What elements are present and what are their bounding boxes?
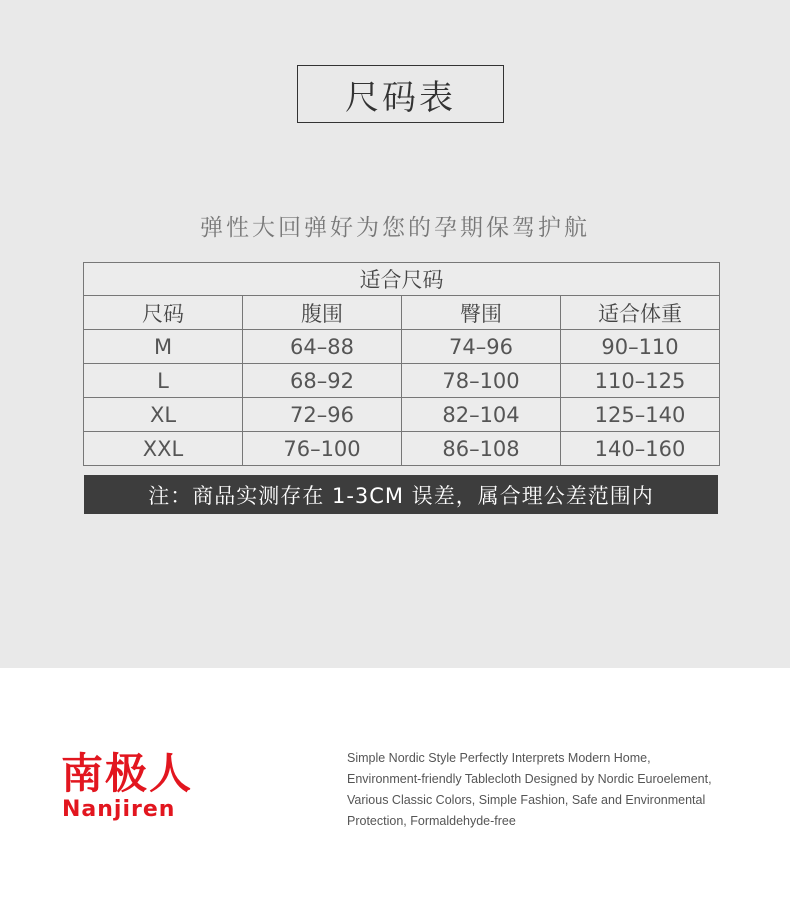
cell-hip: 78–100 [402, 364, 561, 398]
cell-belly: 72–96 [243, 398, 402, 432]
table-caption-row [84, 263, 720, 296]
description-line: Protection, Formaldehyde-free [347, 814, 516, 828]
cell-belly: 76–100 [243, 432, 402, 466]
cell-size: M [84, 330, 243, 364]
brand-name-en: Nanjiren [62, 797, 176, 822]
description-line: Environment-friendly Tablecloth Designed by Nordic Euroelement, [347, 772, 712, 786]
cell-belly: 68–92 [243, 364, 402, 398]
table-row [84, 330, 720, 364]
subtitle: 弹性大回弹好为您的孕期保驾护航 [200, 215, 590, 241]
brand-description [347, 748, 757, 832]
header-weight: 适合体重 [561, 296, 720, 330]
description-line: Simple Nordic Style Perfectly Interprets Modern Home, [347, 751, 651, 765]
table-caption: 适合尺码 [84, 263, 720, 296]
cell-hip: 74–96 [402, 330, 561, 364]
table-header-row [84, 296, 720, 330]
cell-size: L [84, 364, 243, 398]
cell-size: XXL [84, 432, 243, 466]
tolerance-note: 注：商品实测存在 1-3CM 误差，属合理公差范围内 [84, 475, 718, 514]
page-title: 尺码表 [297, 65, 504, 123]
table-row [84, 398, 720, 432]
table-row [84, 364, 720, 398]
header-belly: 腹围 [243, 296, 402, 330]
table-row [84, 432, 720, 466]
cell-weight: 90–110 [561, 330, 720, 364]
header-hip: 臀围 [402, 296, 561, 330]
brand-logo [61, 749, 226, 822]
cell-size: XL [84, 398, 243, 432]
brand-name-cn: 南极人 [61, 749, 194, 798]
header-size: 尺码 [84, 296, 243, 330]
size-table [83, 262, 720, 466]
description-line: Various Classic Colors, Simple Fashion, Safe and Environmental [347, 793, 706, 807]
cell-hip: 86–108 [402, 432, 561, 466]
cell-hip: 82–104 [402, 398, 561, 432]
cell-weight: 110–125 [561, 364, 720, 398]
cell-weight: 140–160 [561, 432, 720, 466]
cell-weight: 125–140 [561, 398, 720, 432]
cell-belly: 64–88 [243, 330, 402, 364]
